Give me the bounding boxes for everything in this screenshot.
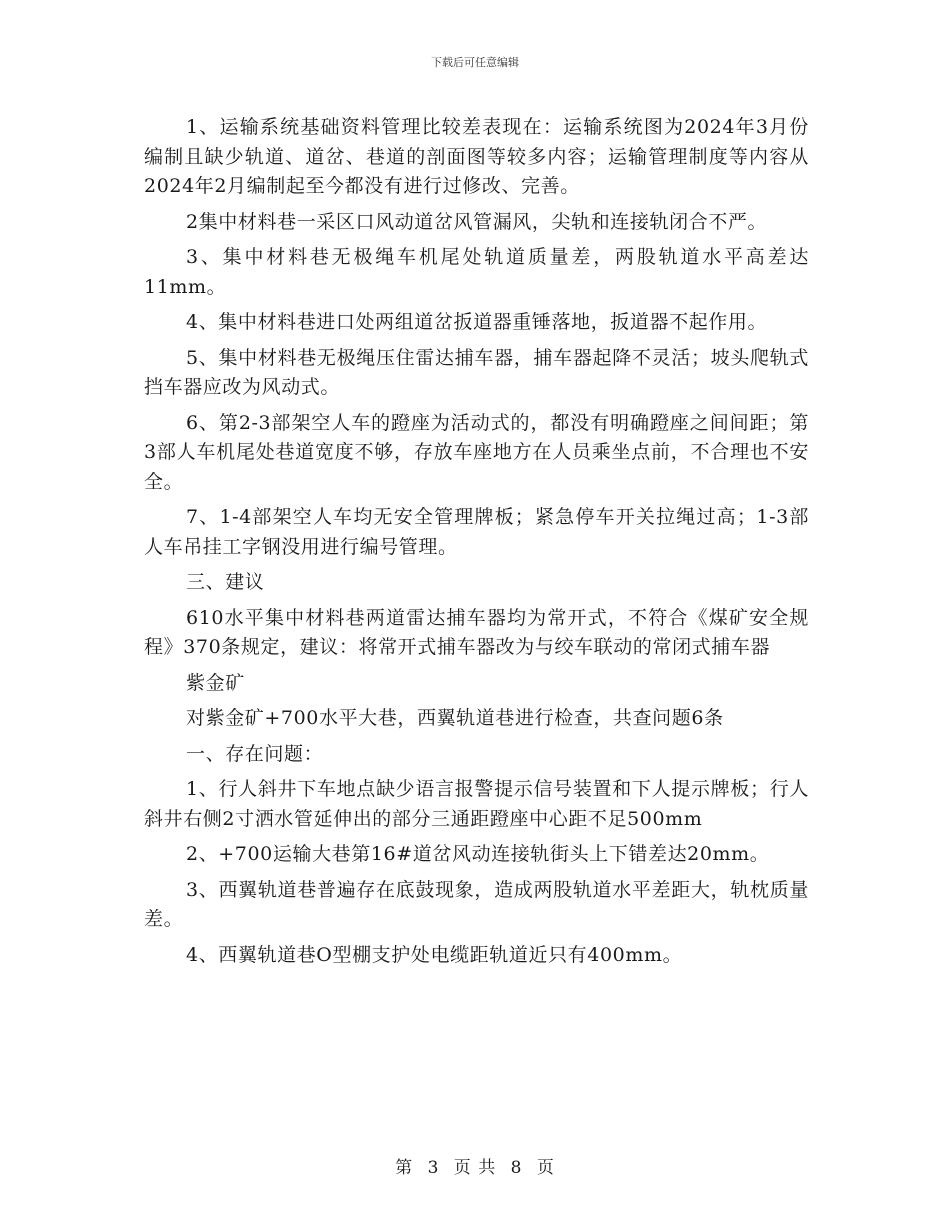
page-footer <box>0 1153 950 1178</box>
mine-name: 紫金矿 <box>186 671 245 694</box>
document-body <box>144 113 809 976</box>
problem-item-2: 2、+700运输大巷第16#道岔风动连接轨街头上下错差达20mm。 <box>186 843 770 865</box>
footer-page-number: 3 <box>427 1158 440 1178</box>
footer-mid: 页 共 <box>453 1158 497 1178</box>
footer-suffix: 页 <box>536 1158 555 1178</box>
paragraph-6: 6、第2-3部架空人车的蹬座为活动式的，都没有明确蹬座之间间距；第3部人车机尾处巷道宽度不够，存放车座地方在人员乘坐点前，不合理也不安全。 <box>144 411 809 493</box>
section-heading-problems: 一、存在问题： <box>186 742 324 765</box>
problem-item-1: 1、行人斜井下车地点缺少语言报警提示信号装置和下人提示牌板；行人斜井右侧2寸洒水管延伸出的部分三通距蹬座中心距不足500mm <box>144 778 809 830</box>
paragraph-5: 5、集中材料巷无极绳压住雷达捕车器，捕车器起降不灵活；坡头爬轨式挡车器应改为风动式。 <box>144 346 809 398</box>
paragraph-inspection-summary: 对紫金矿+700水平大巷，西翼轨道巷进行检查，共查问题6条 <box>186 707 724 729</box>
problem-item-4: 4、西翼轨道巷O型棚支护处电缆距轨道近只有400mm。 <box>186 943 683 966</box>
paragraph-suggestion: 610水平集中材料巷两道雷达捕车器均为常开式，不符合《煤矿安全规程》370条规定，建议：将常开式捕车器改为与绞车联动的常闭式捕车器 <box>144 606 809 658</box>
paragraph-3: 3、集中材料巷无极绳车机尾处轨道质量差，两股轨道水平高差达11mm。 <box>144 246 809 298</box>
paragraph-4: 4、集中材料巷进口处两组道岔扳道器重锤落地，扳道器不起作用。 <box>186 311 768 333</box>
page-header-note: 下载后可任意编辑 <box>431 56 519 69</box>
paragraph-7: 7、1-4部架空人车均无安全管理牌板；紧急停车开关拉绳过高；1-3部人车吊挂工字钢没用进行编号管理。 <box>144 506 809 558</box>
problem-item-3: 3、西翼轨道巷普遍存在底鼓现象，造成两股轨道水平差距大，轨枕质量差。 <box>144 878 809 930</box>
footer-prefix: 第 <box>395 1158 414 1178</box>
paragraph-2: 2集中材料巷一采区口风动道岔风管漏风，尖轨和连接轨闭合不严。 <box>186 210 768 233</box>
footer-total-pages: 8 <box>510 1158 523 1178</box>
section-heading-suggestions: 三、建议 <box>186 571 265 593</box>
paragraph-1: 1、运输系统基础资料管理比较差表现在：运输系统图为2024年3月份编制且缺少轨道、道岔、巷道的剖面图等较多内容；运输管理制度等内容从2024年2月编制起至今都没有进行过修改、完善。 <box>144 116 809 197</box>
